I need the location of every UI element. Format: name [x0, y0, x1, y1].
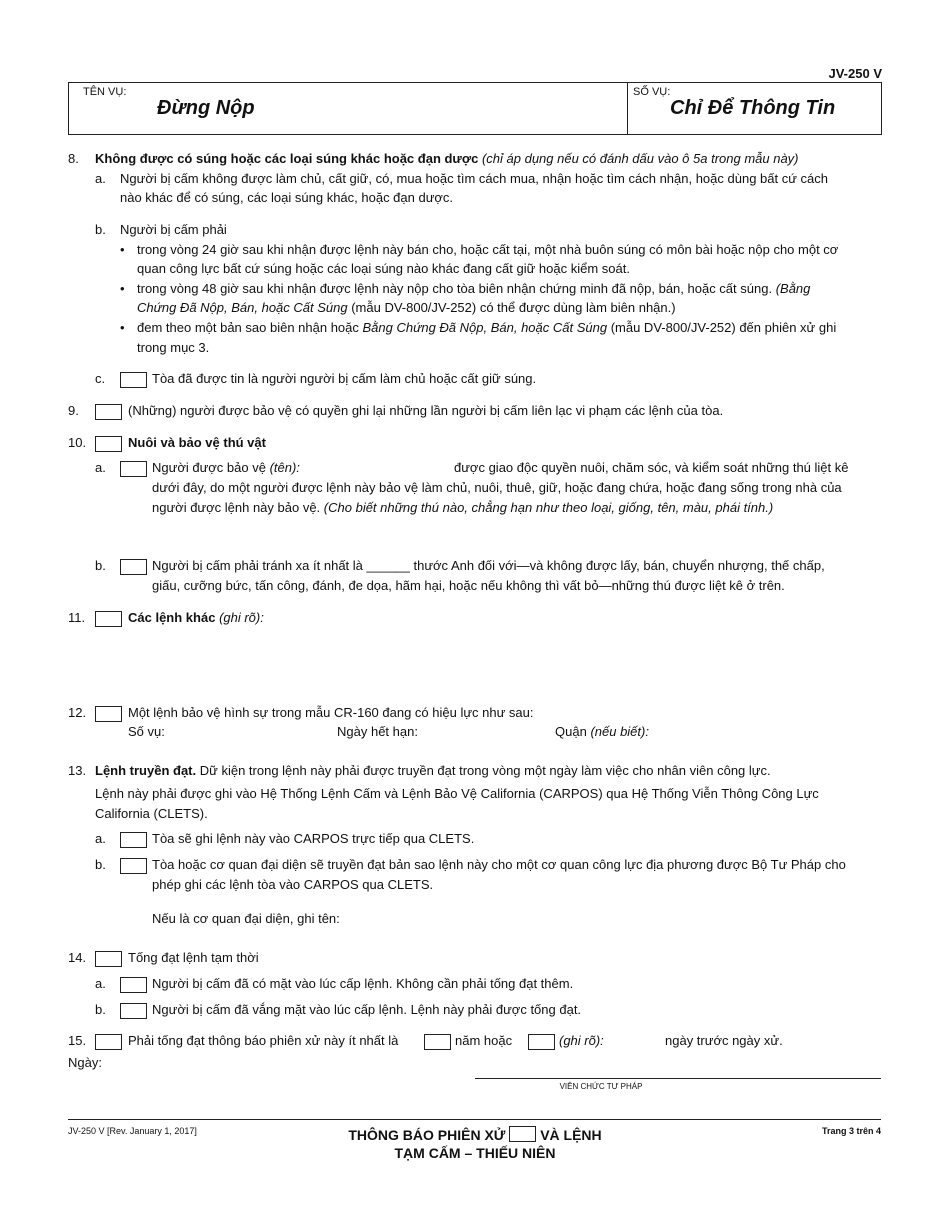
s12-expires: Ngày hết hạn:: [337, 724, 418, 739]
s8a-line1: Người bị cấm không được làm chủ, cất giữ, có, mua hoặc tìm cách mua, nhận hoặc tìm cách nhận, hoặc dùng bất cứ cách: [120, 171, 828, 186]
case-name-value: Đừng Nộp: [157, 97, 255, 119]
s12-county-note: (nếu biết):: [590, 724, 649, 739]
s13b-line1: Tòa hoặc cơ quan đại diện sẽ truyền đạt bản sao lệnh này cho một cơ quan công lực địa phương được Bộ Tư Pháp cho: [152, 857, 846, 872]
s9-text: (Những) người được bảo vệ có quyền ghi lại những lần người bị cấm liên lạc vi phạm các lệnh của tòa.: [128, 403, 724, 418]
case-number-field[interactable]: [628, 83, 881, 134]
s8-title: Không được có súng hoặc các loại súng khác hoặc đạn dược: [95, 151, 479, 166]
bullet-icon: •: [120, 242, 125, 257]
s14a-checkbox[interactable]: [120, 977, 147, 993]
s8b-bullet2-text: trong vòng 48 giờ sau khi nhận được lệnh này nộp cho tòa biên nhận chứng minh đã nộp, bán, hoặc cất súng.: [137, 281, 773, 296]
s10a-line1-pre: [152, 460, 300, 476]
s8-title-line: [95, 151, 799, 167]
s15-days: năm hoặc: [455, 1033, 513, 1048]
s13-p-line2: California (CLETS).: [95, 806, 208, 821]
s8c-label: c.: [95, 371, 106, 386]
s8a-label: a.: [95, 171, 106, 186]
s14-checkbox[interactable]: [95, 951, 122, 967]
footer-title-checkbox[interactable]: [509, 1126, 536, 1142]
footer-page: Trang 3 trên 4: [821, 1126, 881, 1136]
s10a-line3: [152, 500, 773, 516]
s12-checkbox[interactable]: [95, 706, 122, 722]
footer-rev: JV-250 V [Rev. January 1, 2017]: [68, 1126, 197, 1136]
bullet-icon: •: [120, 320, 125, 335]
s9-checkbox[interactable]: [95, 404, 122, 420]
s14-title: Tống đạt lệnh tạm thời: [128, 950, 259, 965]
s8c-checkbox[interactable]: [120, 372, 147, 388]
s14a-text: Người bị cấm đã có mặt vào lúc cấp lệnh. Không cần phải tống đạt thêm.: [152, 976, 574, 991]
s11-title-line: [128, 610, 264, 626]
case-name-label: TÊN VỤ:: [83, 86, 127, 98]
s10a-pre: Người được bảo vệ: [152, 460, 266, 475]
s13b-checkbox[interactable]: [120, 858, 147, 874]
s11-num: 11.: [68, 610, 86, 625]
s13a-checkbox[interactable]: [120, 832, 147, 848]
s14b-checkbox[interactable]: [120, 1003, 147, 1019]
s8a-line2: nào khác để có súng, các loại súng khác, hoặc đạn dược.: [120, 190, 454, 205]
s9-num: 9.: [68, 403, 79, 418]
header-box: [68, 82, 882, 135]
s15-text: Phải tống đạt thông báo phiên xử này ít nhất là: [128, 1033, 399, 1048]
s10a-line3-text: người được lệnh này bảo vệ.: [152, 500, 321, 515]
s8c-text: Tòa đã được tin là người người bị cấm làm chủ hoặc cất giữ súng.: [152, 371, 537, 386]
s13-title: Lệnh truyền đạt.: [95, 763, 197, 778]
s8b-label: b.: [95, 222, 106, 237]
s8b-bullet2-italic2: Chứng Đã Nộp, Bán, hoặc Cất Súng: [137, 300, 348, 315]
s13-num: 13.: [68, 763, 87, 778]
s12-text: Một lệnh bảo vệ hình sự trong mẫu CR-160 đang có hiệu lực như sau:: [128, 705, 534, 720]
s8b-bullet3-italic: Bằng Chứng Đã Nộp, Bán, hoặc Cất Súng: [362, 320, 608, 335]
s8b-bullet3-line1: [137, 320, 836, 336]
s10b-checkbox[interactable]: [120, 559, 147, 575]
s8-num: 8.: [68, 151, 79, 166]
s10a-line3-italic: (Cho biết những thú nào, chẳng hạn như theo loại, giống, tên, màu, phái tính.): [323, 500, 774, 515]
s14b-label: b.: [95, 1002, 106, 1017]
s8b-text: Người bị cấm phải: [120, 222, 227, 237]
s8b-bullet1-line1: trong vòng 24 giờ sau khi nhận được lệnh này bán cho, hoặc cất tại, một nhà buôn súng có môn bài hoặc nộp cho một cơ: [137, 242, 839, 257]
s10-title: Nuôi và bảo vệ thú vật: [128, 435, 266, 450]
s15-num: 15.: [68, 1033, 87, 1048]
s12-county: Quận: [555, 724, 587, 739]
s8b-bullet2-rest: (mẫu DV-800/JV-252) có thể được dùng làm biên nhận.): [351, 300, 676, 315]
s10a-italic: (tên):: [269, 460, 300, 475]
s14-num: 14.: [68, 950, 87, 965]
footer-divider: [68, 1119, 881, 1120]
s8b-bullet2-line1: [137, 281, 810, 297]
bullet-icon: •: [120, 281, 125, 296]
s10a-checkbox[interactable]: [120, 461, 147, 477]
s10b-line2: giấu, cưỡng bức, tấn công, đánh, đe dọa, hãm hại, hoặc nếu không thì vất bỏ—những thú được liệt kê ở trên.: [152, 578, 785, 593]
s13b-line2: phép ghi các lệnh tòa vào CARPOS qua CLETS.: [152, 877, 434, 892]
footer-title: [260, 1126, 690, 1162]
s15-specify: (ghi rõ):: [559, 1033, 604, 1048]
footer-title-post: VÀ LỆNH: [540, 1127, 602, 1143]
s13-title-line: [95, 763, 771, 779]
s11-note: (ghi rõ):: [219, 610, 264, 625]
s15-five-days-checkbox[interactable]: [424, 1034, 451, 1050]
s15-before: ngày trước ngày xử.: [665, 1033, 783, 1048]
date-label: Ngày:: [68, 1055, 102, 1070]
s11-checkbox[interactable]: [95, 611, 122, 627]
s10a-post: được giao độc quyền nuôi, chăm sóc, và kiểm soát những thú liệt kê: [454, 460, 849, 475]
s12-county-line: [555, 724, 649, 740]
s8b-bullet2-line2: [137, 300, 676, 316]
s8b-bullet3-post: (mẫu DV-800/JV-252) đến phiên xử ghi: [610, 320, 837, 335]
s13-p-line1: Lệnh này phải được ghi vào Hệ Thống Lệnh Cấm và Lệnh Bảo Vệ California (CARPOS) qua Hệ Thống Viễn Thông Công Lực: [95, 786, 819, 801]
footer-title-line2: TẠM CẤM – THIẾU NIÊN: [394, 1145, 556, 1161]
s10-num: 10.: [68, 435, 87, 450]
s15-checkbox[interactable]: [95, 1034, 122, 1050]
s13b-label: b.: [95, 857, 106, 872]
s15-specify-checkbox[interactable]: [528, 1034, 555, 1050]
s14b-text: Người bị cấm đã vắng mặt vào lúc cấp lệnh. Lệnh này phải được tống đạt.: [152, 1002, 582, 1017]
s14a-label: a.: [95, 976, 106, 991]
footer-title-pre: THÔNG BÁO PHIÊN XỬ: [348, 1127, 506, 1143]
signature-label-text: VIÊN CHỨC TƯ PHÁP: [559, 1082, 643, 1091]
form-code: JV-250 V: [828, 66, 882, 81]
footer-title-line1: [260, 1126, 690, 1144]
s10b-label: b.: [95, 558, 106, 573]
s13a-text: Tòa sẽ ghi lệnh này vào CARPOS trực tiếp qua CLETS.: [152, 831, 475, 846]
s8b-bullet3-line2: trong mục 3.: [137, 340, 210, 355]
case-number-value: Chỉ Để Thông Tin: [670, 97, 836, 119]
s12-case-no: Số vụ:: [128, 724, 165, 739]
case-name-field[interactable]: [69, 83, 628, 134]
s13-title-rest: Dữ kiện trong lệnh này phải được truyền đạt trong vòng một ngày làm việc cho nhân viên công lực.: [199, 763, 771, 778]
s10-checkbox[interactable]: [95, 436, 122, 452]
s8b-bullet1-line2: quan công lực bất cứ súng hoặc các loại súng nào khác đang cất giữ hoặc kiểm soát.: [137, 261, 630, 276]
s8b-bullet2-italic1: (Bằng: [775, 281, 811, 296]
s11-title: Các lệnh khác: [128, 610, 216, 625]
signature-label: [475, 1082, 881, 1091]
s8-title-note: (chỉ áp dụng nếu có đánh dấu vào ô 5a trong mẫu này): [481, 151, 799, 166]
s8b-bullet3-pre: đem theo một bản sao biên nhận hoặc: [137, 320, 359, 335]
s13b-agency: Nếu là cơ quan đại diện, ghi tên:: [152, 911, 340, 926]
case-number-label: SỐ VỤ:: [633, 86, 671, 98]
signature-line[interactable]: [475, 1078, 881, 1079]
s13a-label: a.: [95, 831, 106, 846]
s10b-line1: Người bị cấm phải tránh xa ít nhất là ______ thước Anh đối với—và không được lấy, bán, chuyển nhượng, thế chấp,: [152, 558, 825, 573]
s10a-line2: dưới đây, do một người được lệnh này bảo vệ làm chủ, nuôi, thuê, giữ, hoặc đang chứa, hoặc đang sống trong nhà của: [152, 480, 842, 495]
s10a-label: a.: [95, 460, 106, 475]
s12-num: 12.: [68, 705, 87, 720]
